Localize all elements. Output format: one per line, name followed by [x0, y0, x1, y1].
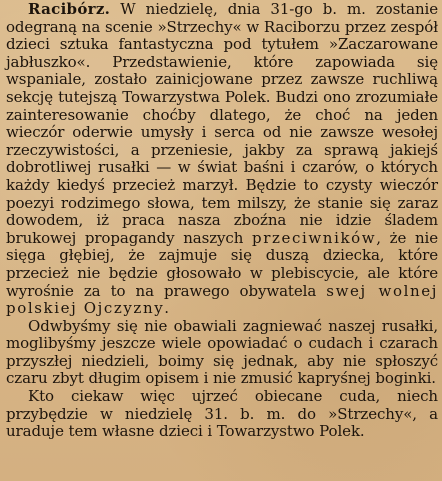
paragraph-1 — [6, 1, 438, 318]
article-body — [6, 1, 438, 441]
paragraph-1-middle: , że nie sięga głębiej, że zajmuje się duszą dziecka, które przecież nie będzie głosowało w plebiscycie, ale które wyrośnie za to na prawego obywatela — [6, 228, 438, 300]
paragraph-2: Odwbyśmy się nie obawiali zagniewać naszej rusałki, moglibyśmy jeszcze wiele opowiadać o cudach i czarach przyszłej niedzieli, boimy się jednak, aby nie spłoszyć czaru zbyt długim opisem i nie zmusić kapryśnej boginki. — [6, 316, 438, 388]
paragraph-1-end: . — [164, 299, 169, 318]
spaced-phrase-ojczyzny: swej wolnej polskiej Ojczyzny — [6, 281, 438, 318]
spaced-word-przeciwnikow: przeciwników — [252, 228, 377, 247]
paragraph-1-intro: W niedzielę, dnia 31-go b. m. zostanie odegraną na scenie »Strzechy« w Raciborzu przez zespół dzieci sztuka fantastyczna pod tytułem »Zaczarowane jabłuszko«. Przedstawienie, które zapowiada się wspaniale, zostało zainicjowane przez zawsze ruchliwą sekcję tutejszą Towarzystwa Polek. Budzi ono zrozumiałe zainteresowanie choćby dlatego, że choć na jeden wieczór oderwie umysły i serca od nie zawsze wesołej rzeczywistości, a przeniesie, jakby za sprawą jakiejś dobrotliwej rusałki — w świat baśni i czarów, o których każdy kiedyś przecież marzył. Będzie to czysty wieczór poezyi rodzimego słowa, tem milszy, że stanie się zaraz dowodem, iż praca nasza zboźna nie idzie śladem brukowej propagandy naszych — [6, 0, 438, 247]
article-place: Racibórz. — [28, 0, 111, 18]
paragraph-3: Kto ciekaw więc ujrzeć obiecane cuda, niech przybędzie w niedzielę 31. b. m. do »Strzechy«, a uraduje tem własne dzieci i Towarzystwo Polek. — [6, 387, 438, 441]
